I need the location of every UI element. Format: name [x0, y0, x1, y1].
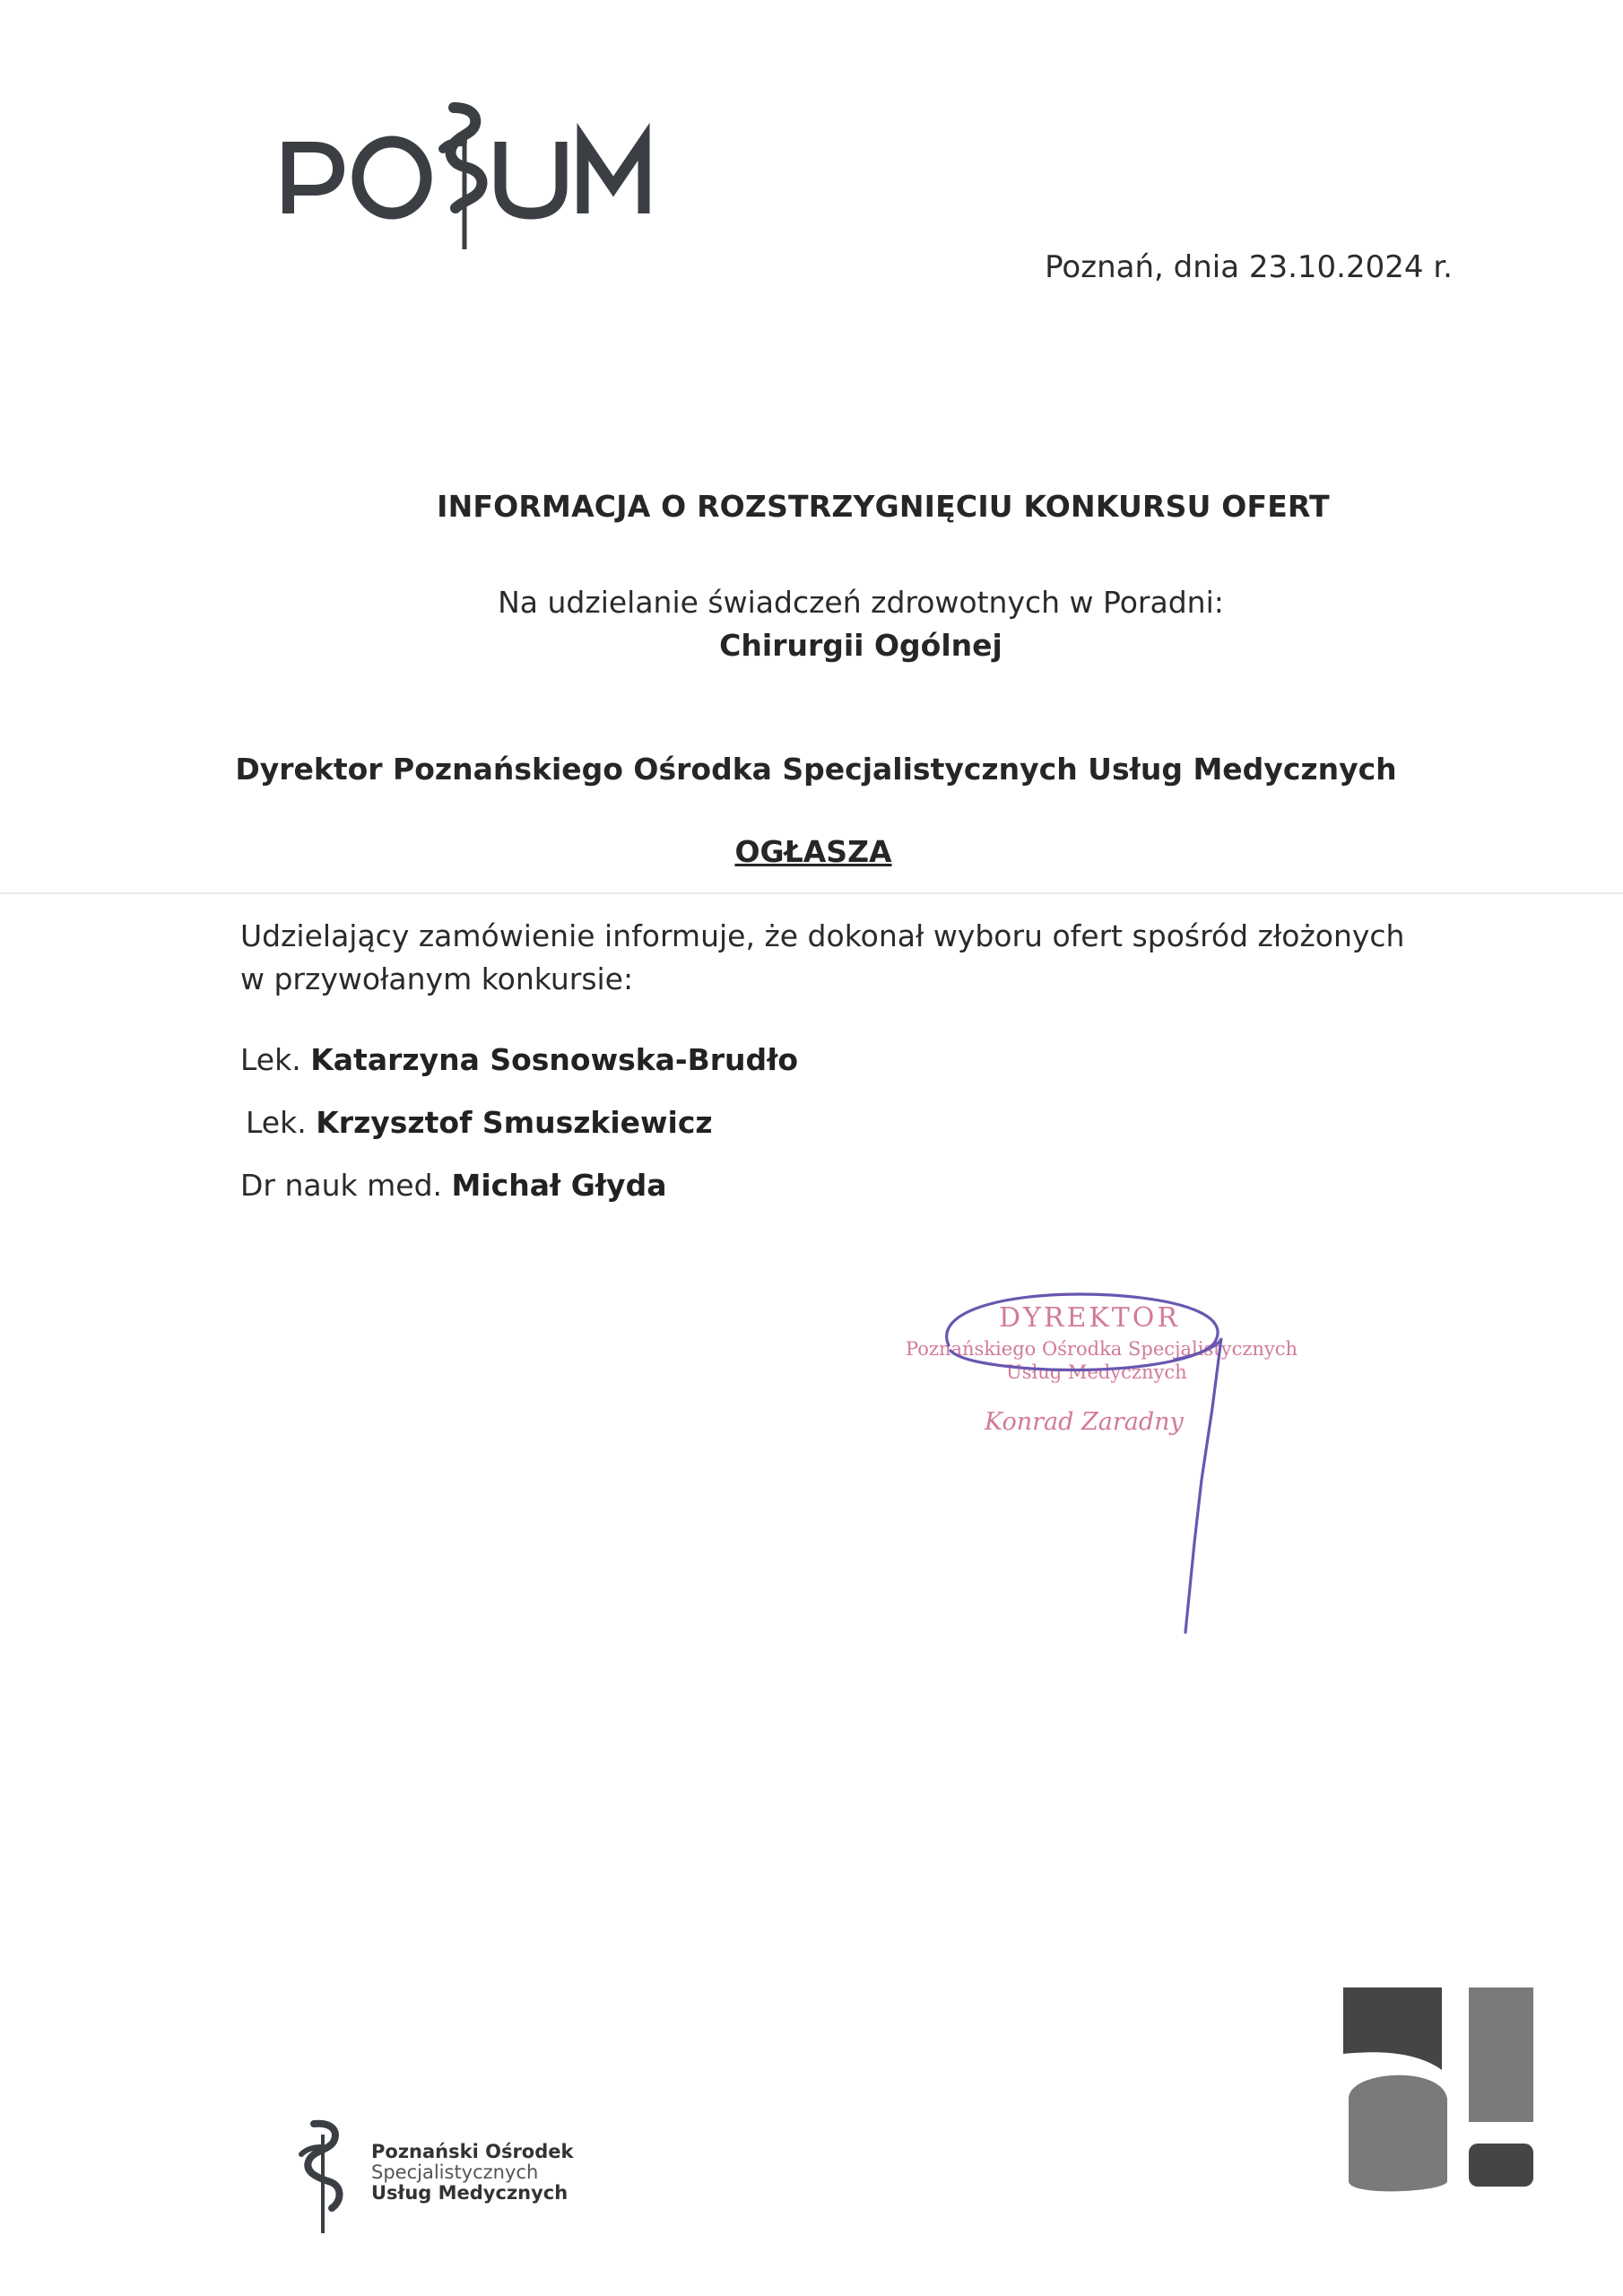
- document-subtitle: Na udzielanie świadczeń zdrowotnych w Poradni:: [498, 585, 1224, 620]
- scan-artifact-line: [0, 892, 1623, 894]
- stamp-title: DYREKTOR: [999, 1302, 1180, 1334]
- stamp-line: Usług Medycznych: [1006, 1361, 1187, 1383]
- brand-mark-icon: [1336, 1982, 1542, 2197]
- stamp-line: Poznańskiego Ośrodka Specjalistycznych: [906, 1338, 1298, 1360]
- selected-person: [246, 1105, 713, 1140]
- person-name: Michał Głyda: [451, 1168, 667, 1203]
- director-line: Dyrektor Poznańskiego Ośrodka Specjalistycznych Usług Medycznych: [235, 752, 1397, 787]
- selected-person: [240, 1168, 666, 1203]
- clinic-name: Chirurgii Ogólnej: [719, 628, 1002, 663]
- director-stamp: [906, 1292, 1298, 1650]
- intro-paragraph: Udzielający zamówienie informuje, że dokonał wyboru ofert spośród złożonych w przywołanym konkursie:: [240, 918, 1405, 996]
- footer-institution-name: [371, 2142, 573, 2204]
- footer-line: Poznański Ośrodek: [371, 2141, 574, 2162]
- person-name: Katarzyna Sosnowska-Brudło: [310, 1042, 799, 1077]
- caduceus-icon: [296, 2118, 350, 2235]
- person-prefix: Lek.: [240, 1042, 301, 1077]
- document-title: INFORMACJA O ROZSTRZYGNIĘCIU KONKURSU OFERT: [437, 489, 1330, 524]
- document-date: Poznań, dnia 23.10.2024 r.: [1045, 249, 1453, 285]
- footer-line: Specjalistycznych: [371, 2161, 539, 2183]
- person-prefix: Lek.: [246, 1105, 307, 1140]
- selected-person: [240, 1042, 798, 1077]
- person-name: Krzysztof Smuszkiewicz: [316, 1105, 713, 1140]
- person-prefix: Dr nauk med.: [240, 1168, 443, 1203]
- footer-line: Usług Medycznych: [371, 2182, 568, 2204]
- announcement-heading: OGŁASZA: [734, 834, 892, 869]
- signature: [906, 1292, 1282, 1650]
- posum-logo: [278, 99, 690, 260]
- stamp-name: Konrad Zaradny: [985, 1408, 1184, 1436]
